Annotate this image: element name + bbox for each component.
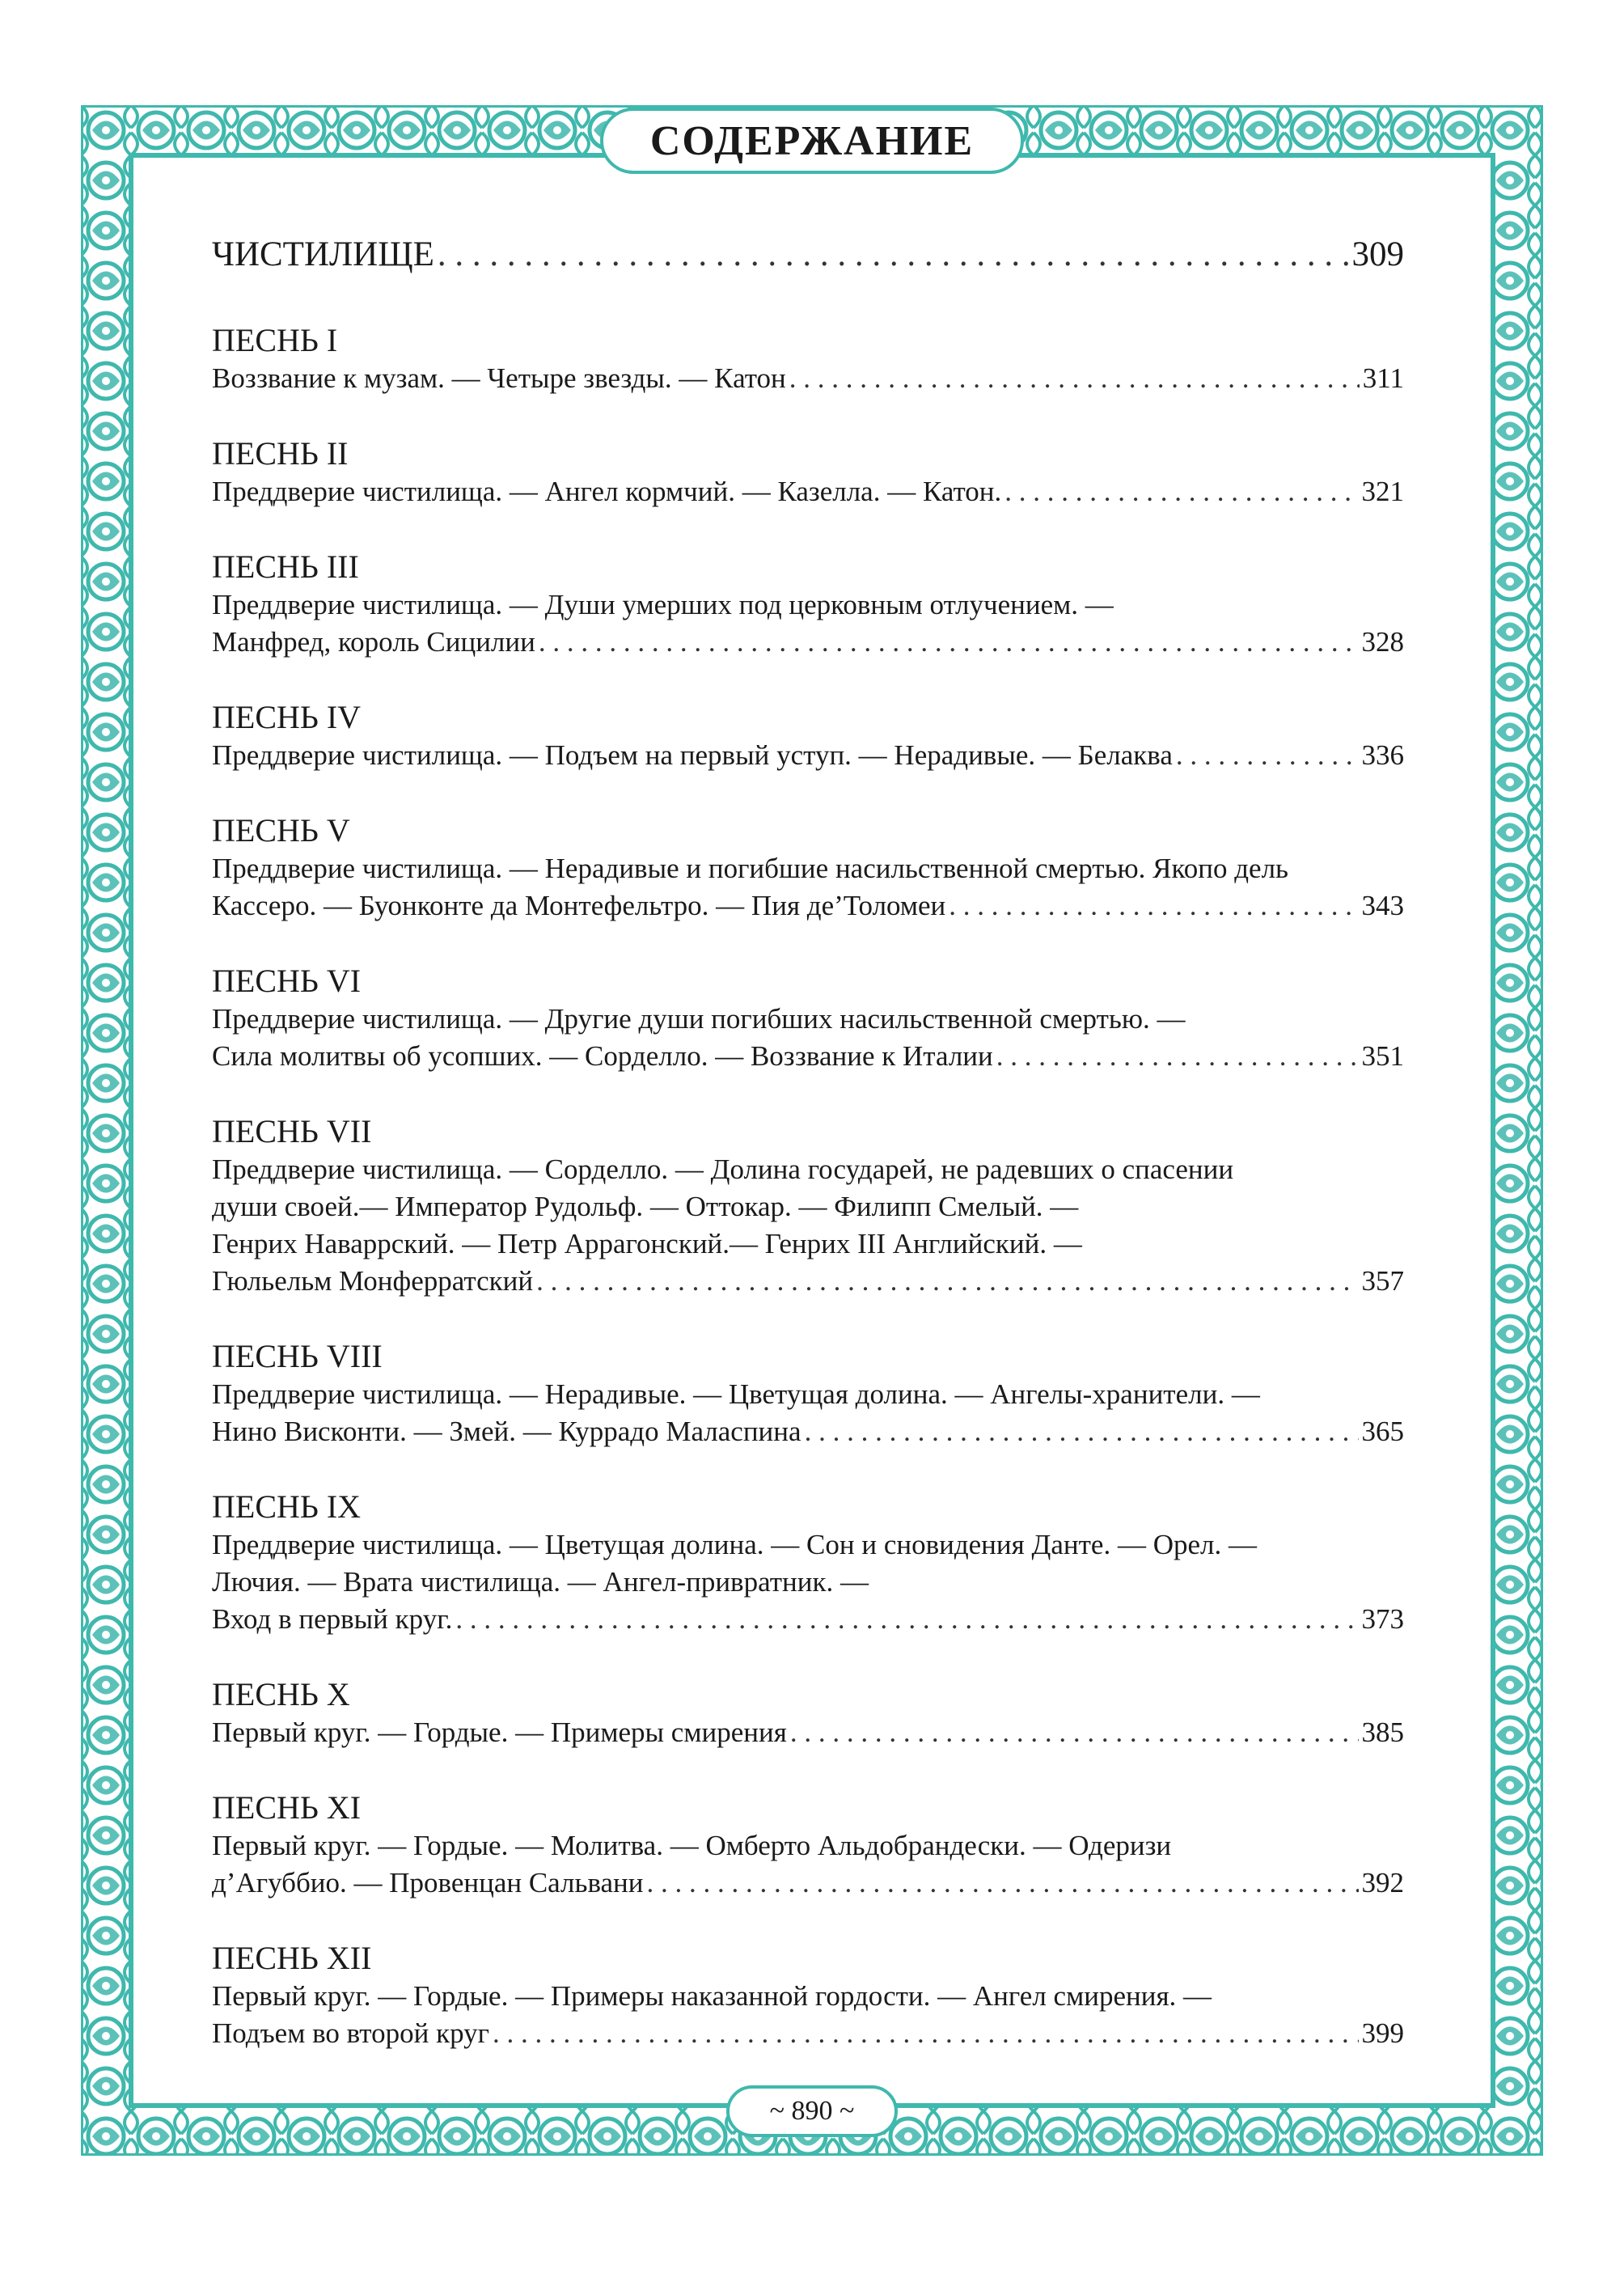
entry-page: 336: [1361, 739, 1404, 771]
entry-line: Первый круг. — Гордые. — Молитва. — Омберто Альдобрандески. — Одеризи: [212, 1830, 1172, 1861]
entry-page: 392: [1361, 1867, 1404, 1898]
canto-title: ПЕСНЬ IV: [212, 699, 362, 735]
main-entry-label: ЧИСТИЛИЩЕ: [212, 235, 434, 273]
entry-line: души своей.— Император Рудольф. — Оттокар. — Филипп Смелый. —: [212, 1191, 1079, 1222]
canto-title: ПЕСНЬ I: [212, 322, 338, 358]
toc-entry: [212, 1675, 1404, 1751]
entry-last-line: Вход в первый круг. . . . 373: [212, 1601, 1404, 1638]
table-of-contents: [212, 235, 1404, 2089]
toc-entry: [212, 434, 1404, 510]
canto-title: ПЕСНЬ X: [212, 1676, 350, 1712]
main-entry: [212, 235, 1404, 274]
toc-entry: [212, 321, 1404, 397]
entry-last-line: Преддверие чистилища. — Подъем на первый уступ. — Нерадивые. — Белаква . . . 336: [212, 737, 1404, 774]
toc-entry: [212, 962, 1404, 1075]
canto-title: ПЕСНЬ III: [212, 548, 359, 585]
toc-entry: [212, 1939, 1404, 2052]
canto-title: ПЕСНЬ VII: [212, 1113, 372, 1149]
toc-entry: [212, 1488, 1404, 1638]
toc-entry: [212, 1112, 1404, 1300]
entry-line: Первый круг. — Гордые. — Примеры наказанной гордости. — Ангел смирения. —: [212, 1980, 1212, 2012]
entry-line: Преддверие чистилища. — Нерадивые и погибшие насильственной смертью. Якопо дель: [212, 853, 1289, 884]
entry-page: 373: [1361, 1603, 1404, 1635]
entry-line: Преддверие чистилища. — Души умерших под церковным отлучением. —: [212, 589, 1114, 620]
canto-title: ПЕСНЬ V: [212, 812, 350, 849]
entry-page: 351: [1361, 1040, 1404, 1072]
entry-last-line: Первый круг. — Гордые. — Примеры смирения . . . 385: [212, 1714, 1404, 1751]
entry-page: 311: [1362, 362, 1404, 394]
canto-title: ПЕСНЬ XII: [212, 1940, 372, 1976]
entry-last-line: Подъем во второй круг . . . 399: [212, 2015, 1404, 2052]
entry-last-line: Сила молитвы об усопших. — Сорделло. — Воззвание к Италии . . . 351: [212, 1038, 1404, 1075]
toc-entry: [212, 548, 1404, 661]
entry-line: Преддверие чистилища. — Сорделло. — Долина государей, не радевших о спасении: [212, 1153, 1234, 1185]
entry-last-line: Воззвание к музам. — Четыре звезды. — Катон . . . 311: [212, 360, 1404, 397]
toc-entry: [212, 1788, 1404, 1902]
entry-line: Генрих Наваррский. — Петр Аррагонский.— Генрих III Английский. —: [212, 1228, 1082, 1259]
entry-page: 328: [1361, 626, 1404, 658]
entry-line: Лючия. — Врата чистилища. — Ангел-привратник. —: [212, 1566, 869, 1598]
entry-page: 399: [1361, 2017, 1404, 2049]
canto-title: ПЕСНЬ VIII: [212, 1338, 383, 1374]
entry-page: 343: [1361, 890, 1404, 921]
entry-last-line: Кассеро. — Буонконте да Монтефельтро. — Пия де’Толомеи . . . 343: [212, 887, 1404, 925]
page-title: СОДЕРЖАНИЕ: [649, 117, 975, 164]
entry-last-line: Гюльельм Монферратский . . . 357: [212, 1263, 1404, 1300]
page-number: ~ 890 ~: [769, 2096, 855, 2126]
entry-last-line: Манфред, король Сицилии . . . 328: [212, 624, 1404, 661]
entry-page: 357: [1361, 1265, 1404, 1297]
page-number-plate: [726, 2085, 898, 2137]
canto-title: ПЕСНЬ XI: [212, 1789, 362, 1826]
entry-last-line: д’Агуббио. — Провенцан Сальвани . . . 392: [212, 1865, 1404, 1902]
entry-line: Преддверие чистилища. — Другие души погибших насильственной смертью. —: [212, 1003, 1186, 1035]
leader-dots: [438, 235, 1349, 274]
entry-line: Преддверие чистилища. — Цветущая долина. — Сон и сновидения Данте. — Орел. —: [212, 1529, 1257, 1560]
title-plate: [600, 108, 1024, 174]
entry-last-line: Преддверие чистилища. — Ангел кормчий. — Казелла. — Катон. . . . 321: [212, 473, 1404, 510]
entry-last-line: Нино Висконти. — Змей. — Куррадо Маласпина . . . 365: [212, 1413, 1404, 1450]
main-entry-page: 309: [1351, 235, 1404, 273]
entry-page: 321: [1361, 476, 1404, 507]
canto-title: ПЕСНЬ IX: [212, 1488, 362, 1525]
canto-title: ПЕСНЬ VI: [212, 963, 362, 999]
entry-page: 385: [1361, 1716, 1404, 1748]
entry-line: Преддверие чистилища. — Нерадивые. — Цветущая долина. — Ангелы-хранители. —: [212, 1378, 1260, 1410]
toc-entry: [212, 1337, 1404, 1450]
entry-page: 365: [1361, 1416, 1404, 1447]
toc-entry: [212, 811, 1404, 925]
toc-entry: [212, 698, 1404, 774]
canto-title: ПЕСНЬ II: [212, 435, 349, 472]
